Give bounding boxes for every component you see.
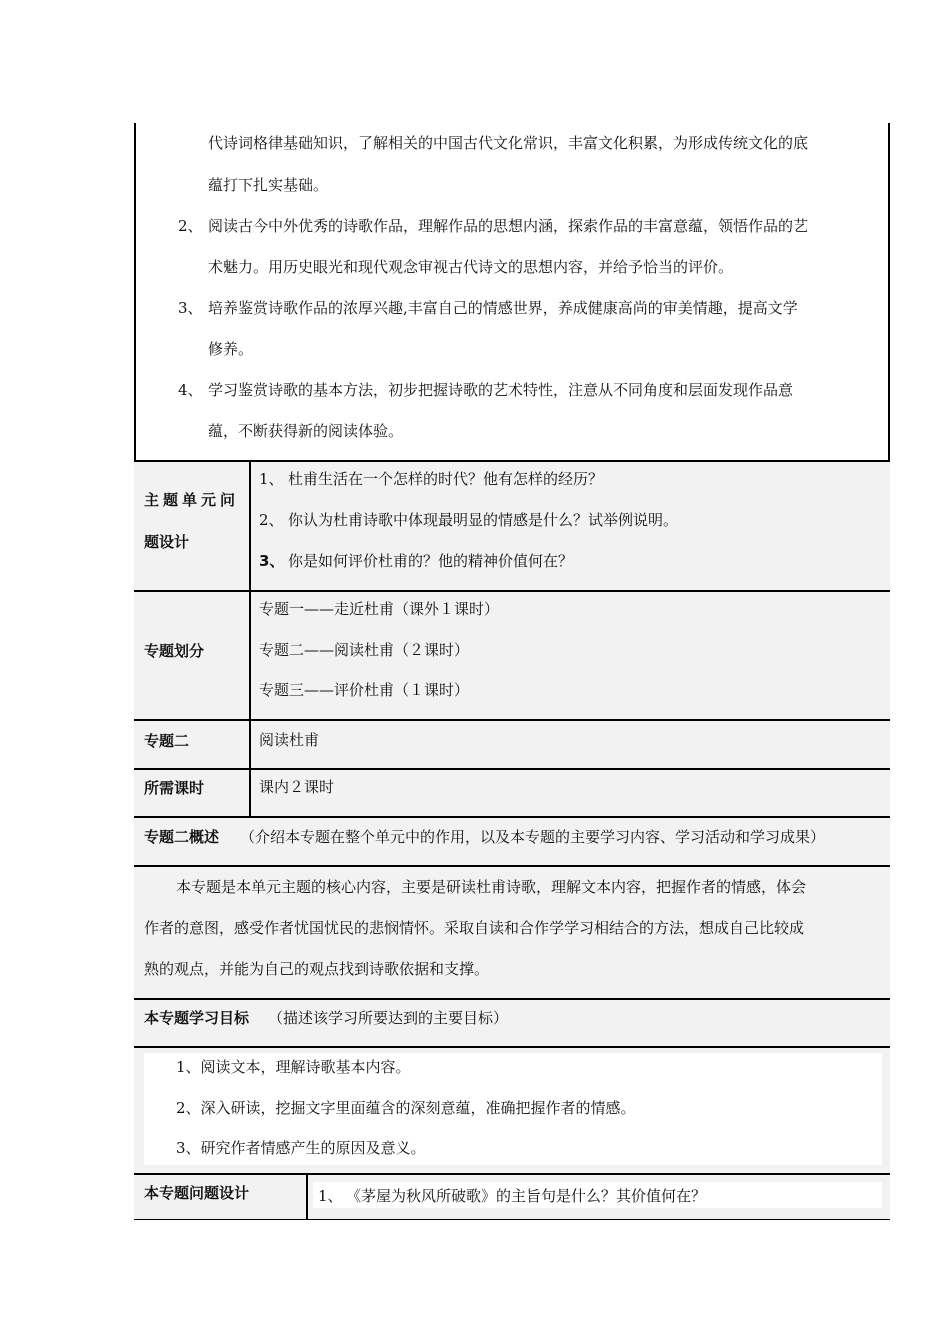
column-divider [249, 461, 251, 817]
class-hours-value: 课内２课时 [259, 778, 335, 796]
overview-text-line1: 本专题是本单元主题的核心内容，主要是研读杜甫诗歌，理解文本内容，把握作者的情感，体会 [176, 878, 807, 896]
topic-question-1-number: 1、 [318, 1187, 343, 1205]
row-divider [134, 460, 890, 462]
topic-division-row [134, 591, 890, 719]
column-divider [306, 1174, 308, 1220]
objectives-label: 本专题学习目标 [144, 1009, 250, 1027]
unit-question-2: 你认为杜甫诗歌中体现最明显的情感是什么？试举例说明。 [288, 511, 679, 529]
objective-item-3: 3、研究作者情感产生的原因及意义。 [176, 1139, 426, 1157]
topic-division-item-3: 专题三——评价杜甫（１课时） [259, 681, 470, 699]
row-divider [134, 816, 890, 818]
row-divider [134, 1173, 890, 1175]
goal-3-line2: 修养。 [208, 340, 254, 358]
goal-3-line1: 培养鉴赏诗歌作品的浓厚兴趣,丰富自己的情感世界，养成健康高尚的审美情趣，提高文学 [208, 299, 798, 317]
goal-1-continuation-line2: 蕴打下扎实基础。 [208, 176, 329, 194]
goal-1-continuation-line1: 代诗词格律基础知识，了解相关的中国古代文化常识，丰富文化积累，为形成传统文化的底 [208, 134, 809, 152]
goal-3-number: 3、 [178, 299, 203, 317]
overview-text-line3: 熟的观点，并能为自己的观点找到诗歌依据和支撑。 [144, 960, 490, 978]
unit-questions-label-line2: 题设计 [144, 533, 190, 551]
goal-2-number: 2、 [178, 217, 203, 235]
unit-question-3-number: 3、 [259, 552, 285, 570]
row-divider [134, 590, 890, 592]
goal-2-line2: 术魅力。用历史眼光和现代观念审视古代诗文的思想内容，并给予恰当的评价。 [208, 258, 734, 276]
topic-two-label: 专题二 [144, 732, 190, 750]
class-hours-label: 所需课时 [144, 779, 205, 797]
unit-question-2-number: 2、 [259, 511, 284, 529]
row-divider [134, 719, 890, 721]
objective-item-1: 1、阅读文本，理解诗歌基本内容。 [176, 1058, 411, 1076]
topic-division-label: 专题划分 [144, 642, 205, 660]
row-divider [134, 865, 890, 867]
row-divider [134, 998, 890, 1000]
topic-questions-label: 本专题问题设计 [144, 1184, 250, 1202]
topic-two-value: 阅读杜甫 [259, 731, 320, 749]
objectives-hint: （描述该学习所要达到的主要目标） [268, 1009, 509, 1027]
unit-question-1: 杜甫生活在一个怎样的时代？他有怎样的经历？ [288, 470, 604, 488]
goal-2-line1: 阅读古今中外优秀的诗歌作品，理解作品的思想内涵，探索作品的丰富意蕴，领悟作品的艺 [208, 217, 809, 235]
overview-label: 专题二概述 [144, 828, 220, 846]
goal-4-line1: 学习鉴赏诗歌的基本方法，初步把握诗歌的艺术特性，注意从不同角度和层面发现作品意 [208, 381, 794, 399]
overview-hint: （介绍本专题在整个单元中的作用，以及本专题的主要学习内容、学习活动和学习成果） [240, 828, 826, 846]
overview-text-line2: 作者的意图，感受作者忧国忧民的悲悯情怀。采取自读和合作学学习相结合的方法，想成自己比较成 [144, 919, 805, 937]
topic-division-item-2: 专题二——阅读杜甫（２课时） [259, 641, 470, 659]
class-hours-row [134, 769, 890, 816]
goal-4-line2: 蕴，不断获得新的阅读体验。 [208, 422, 404, 440]
topic-division-item-1: 专题一——走近杜甫（课外１课时） [259, 600, 500, 618]
topic-question-1: 《茅屋为秋风所破歌》的主旨句是什么？其价值何在？ [346, 1187, 707, 1205]
objective-item-2: 2、深入研读，挖掘文字里面蕴含的深刻意蕴，准确把握作者的情感。 [176, 1099, 636, 1117]
unit-question-1-number: 1、 [259, 470, 284, 488]
row-divider [134, 1046, 890, 1048]
goal-4-number: 4、 [178, 381, 203, 399]
topic-two-row [134, 720, 890, 768]
row-divider [134, 768, 890, 770]
unit-question-3: 你是如何评价杜甫的？他的精神价值何在？ [288, 552, 574, 570]
unit-questions-label-line1: 主题单元问 [144, 491, 240, 509]
